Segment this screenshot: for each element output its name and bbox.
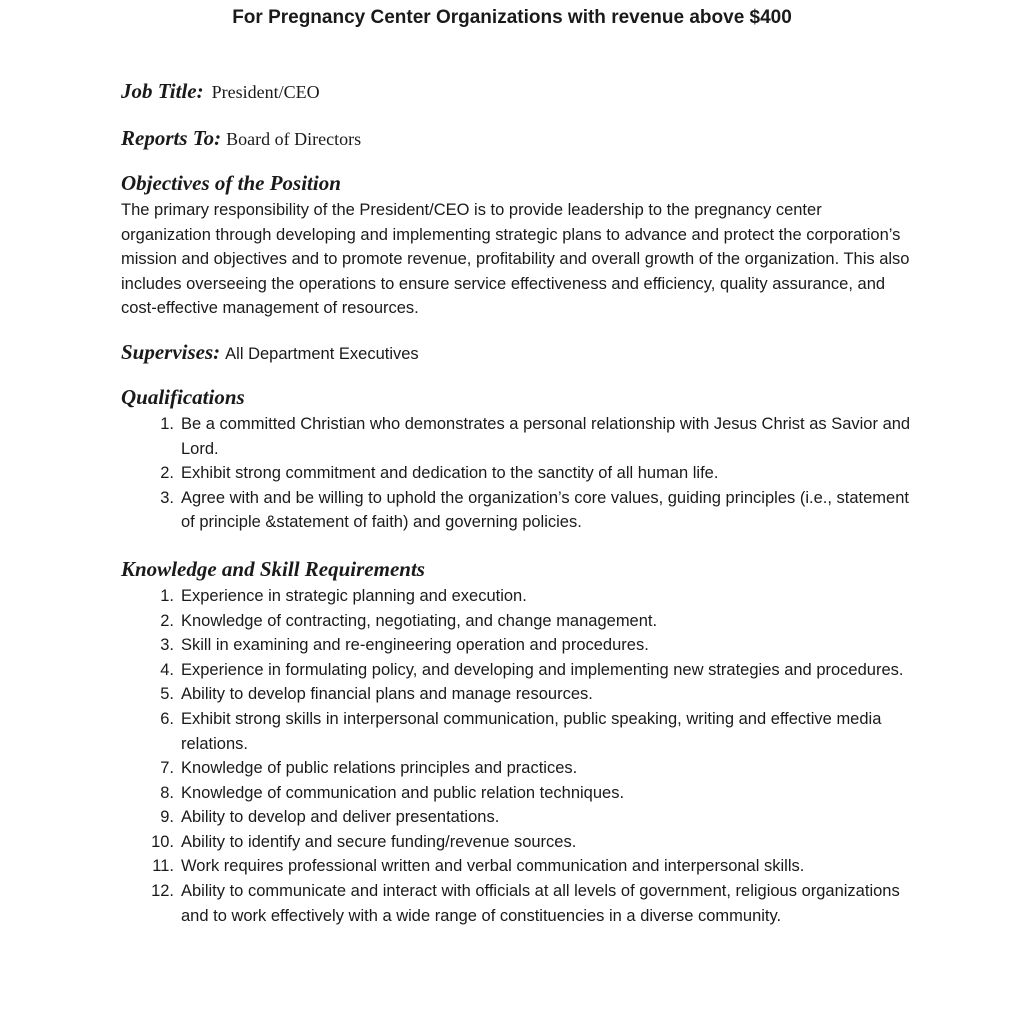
knowledge-list bbox=[121, 584, 911, 928]
reports-to-field bbox=[121, 123, 911, 170]
list-item-text: Exhibit strong skills in interpersonal communication, public speaking, writing and effective media relations. bbox=[181, 709, 882, 753]
list-item-text: Experience in formulating policy, and developing and implementing new strategies and procedures. bbox=[181, 660, 904, 679]
list-item-number: 8. bbox=[160, 783, 174, 802]
supervises-label: Supervises: bbox=[121, 339, 221, 364]
list-item-number: 1. bbox=[160, 414, 174, 433]
list-item bbox=[121, 412, 911, 461]
list-item-number: 11. bbox=[152, 857, 174, 876]
list-item bbox=[121, 805, 911, 830]
list-item-number: 4. bbox=[160, 660, 174, 679]
list-item-text: Ability to develop and deliver presentations. bbox=[181, 808, 500, 827]
list-item bbox=[121, 584, 911, 609]
reports-to-label: Reports To: bbox=[121, 126, 222, 150]
list-item bbox=[121, 633, 911, 658]
job-title-field bbox=[121, 76, 911, 123]
job-title-label: Job Title: bbox=[121, 79, 204, 103]
supervises-value: All Department Executives bbox=[225, 344, 419, 363]
qualifications-heading: Qualifications bbox=[121, 384, 245, 409]
knowledge-heading: Knowledge and Skill Requirements bbox=[121, 556, 425, 581]
job-title-value: President/CEO bbox=[211, 82, 320, 102]
document-body bbox=[121, 76, 911, 928]
reports-to-value: Board of Directors bbox=[226, 129, 362, 149]
list-item-number: 9. bbox=[160, 808, 174, 827]
supervises-field bbox=[121, 337, 911, 384]
document-title: For Pregnancy Center Organizations with revenue above $400 bbox=[232, 7, 792, 28]
list-item-text: Agree with and be willing to uphold the organization’s core values, guiding principles (i.e., statement of principle &statement of faith) and governing policies. bbox=[181, 488, 909, 532]
list-item bbox=[121, 486, 911, 535]
list-item-text: Skill in examining and re-engineering operation and procedures. bbox=[181, 636, 649, 655]
list-item bbox=[121, 658, 911, 683]
list-item-number: 3. bbox=[160, 636, 174, 655]
qualifications-list bbox=[121, 412, 911, 535]
list-item-text: Knowledge of contracting, negotiating, and change management. bbox=[181, 611, 658, 630]
list-item-number: 5. bbox=[160, 685, 174, 704]
list-item-number: 10. bbox=[151, 832, 174, 851]
list-item bbox=[121, 756, 911, 781]
list-item-number: 2. bbox=[160, 611, 174, 630]
list-item-text: Experience in strategic planning and execution. bbox=[181, 586, 527, 605]
list-item bbox=[121, 609, 911, 634]
list-item-number: 12. bbox=[151, 882, 174, 901]
list-item-text: Knowledge of public relations principles and practices. bbox=[181, 759, 578, 778]
list-item-number: 7. bbox=[160, 759, 174, 778]
list-item-text: Knowledge of communication and public relation techniques. bbox=[181, 783, 625, 802]
list-item-text: Be a committed Christian who demonstrates a personal relationship with Jesus Christ as Savior and Lord. bbox=[181, 414, 911, 458]
list-item-text: Exhibit strong commitment and dedication to the sanctity of all human life. bbox=[181, 464, 719, 483]
list-item bbox=[121, 879, 911, 928]
list-item bbox=[121, 781, 911, 806]
list-item-text: Ability to communicate and interact with officials at all levels of government, religious organizations and to work effectively with a wide range of constituencies in a diverse community. bbox=[181, 882, 900, 925]
list-item-text: Work requires professional written and verbal communication and interpersonal skills. bbox=[181, 857, 805, 876]
list-item-text: Ability to identify and secure funding/revenue sources. bbox=[181, 832, 577, 851]
list-item-text: Ability to develop financial plans and manage resources. bbox=[181, 685, 593, 704]
list-item bbox=[121, 461, 911, 486]
list-item-number: 3. bbox=[160, 488, 174, 507]
list-item bbox=[121, 707, 911, 756]
list-item-number: 6. bbox=[160, 709, 174, 728]
list-item bbox=[121, 682, 911, 707]
list-item-number: 2. bbox=[160, 464, 174, 483]
list-item bbox=[121, 830, 911, 855]
objectives-heading: Objectives of the Position bbox=[121, 171, 341, 195]
list-item bbox=[121, 854, 911, 879]
objectives-text: The primary responsibility of the President/CEO is to provide leadership to the pregnancy center organization through developing and implementing strategic plans to advance and protect the corporation’s mission and objectives and to promote revenue, profitability and overall growth of the organization. This also includes overseeing the operations to ensure service effectiveness and efficiency, quality assurance, and cost-effective management of resources. bbox=[121, 201, 910, 318]
list-item-number: 1. bbox=[160, 586, 174, 605]
